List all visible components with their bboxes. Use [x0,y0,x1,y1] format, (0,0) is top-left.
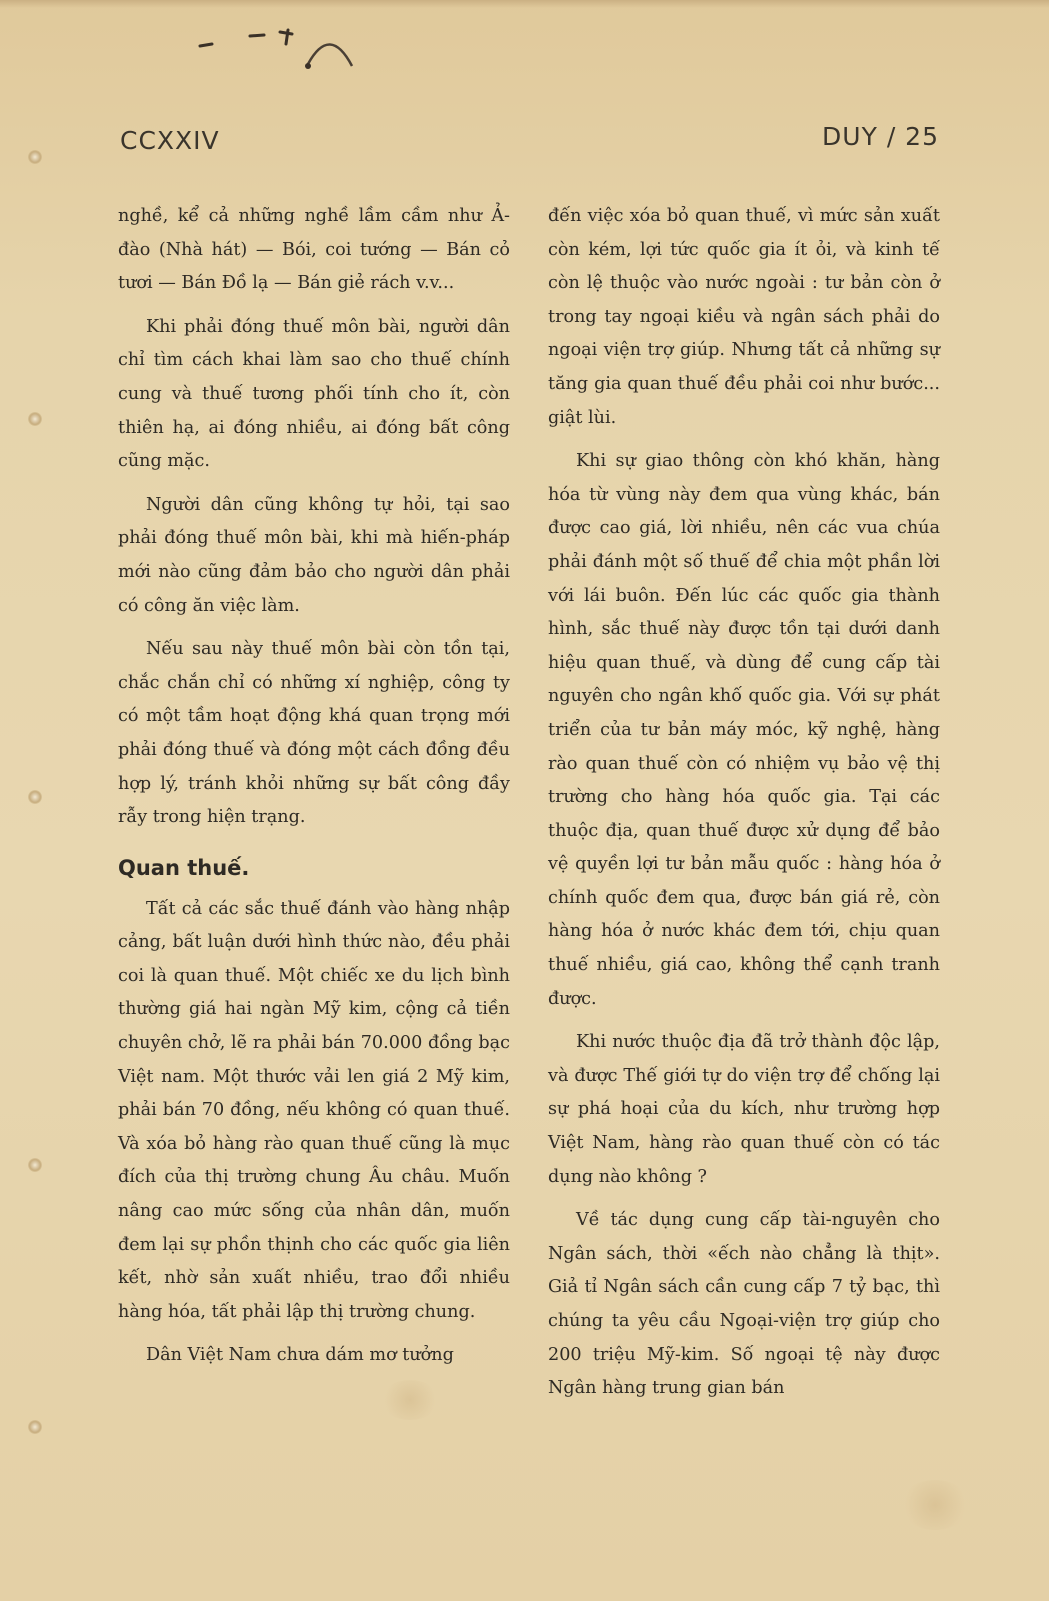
punch-hole [28,790,42,804]
paragraph: Khi phải đóng thuế môn bài, người dân chỉ tìm cách khai làm sao cho thuế chính cung và thuế tương phối tính cho ít, còn thiên hạ, ai đóng nhiều, ai đóng bất công cũng mặc. [118,316,510,472]
section-heading: Quan thuế. [118,855,250,880]
page-top-edge [0,0,1049,8]
ink-marks-decoration [180,22,400,82]
paragraph: đến việc xóa bỏ quan thuế, vì mức sản xuất còn kém, lợi tức quốc gia ít ỏi, và kinh tế còn lệ thuộc vào nước ngoài : tư bản còn ở trong tay ngoại kiều và ngân sách phải do ngoại viện trợ giúp. Nhưng tất cả những sự tăng gia quan thuế đều phải coi như bước... giật lùi. [548,206,940,428]
punch-hole [28,412,42,426]
paragraph: nghề, kể cả những nghề lầm cầm như Ả-đào (Nhà hát) — Bói, coi tướng — Bán cỏ tươi — Bán Đồ lạ — Bán giẻ rách v.v... [118,206,510,294]
paragraph: Dân Việt Nam chưa dám mơ tưởng [146,1345,454,1366]
header-chapter: CCXXIV [120,126,220,155]
punch-hole [28,150,42,164]
header-page-number: DUY / 25 [822,122,939,151]
paragraph: Về tác dụng cung cấp tài-nguyên cho Ngân sách, thời «ếch nào chẳng là thịt». Giả tỉ Ngân sách cần cung cấp 7 tỷ bạc, thì chúng ta yêu cầu Ngoại-viện trợ giúp cho 200 triệu Mỹ-kim. Số ngoại tệ này được Ngân hàng trung gian bán [548,1210,940,1399]
punch-hole [28,1158,42,1172]
paragraph: Khi sự giao thông còn khó khăn, hàng hóa từ vùng này đem qua vùng khác, bán được cao giá, lời nhiều, nên các vua chúa phải đánh một số thuế để chia một phần lời với lái buôn. Đến lúc các quốc gia thành hình, sắc thuế này được tồn tại dưới danh hiệu quan thuế, và dùng để cung cấp tài nguyên cho ngân khố quốc gia. Với sự phát triển của tư bản máy móc, kỹ nghệ, hàng rào quan thuế còn có nhiệm vụ bảo vệ thị trường cho hàng hóa quốc gia. Tại các thuộc địa, quan thuế được xử dụng để bảo vệ quyền lợi tư bản mẫu quốc : hàng hóa ở chính quốc đem qua, được bán giá rẻ, còn hàng hóa ở nước khác đem tới, chịu quan thuế nhiều, giá cao, không thể cạnh tranh được. [548,451,940,1009]
paper-stain [900,1480,970,1530]
right-column [548,200,940,1416]
paragraph: Khi nước thuộc địa đã trở thành độc lập, và được Thế giới tự do viện trợ để chống lại sự phá hoại của du kích, như trường hợp Việt Nam, hàng rào quan thuế còn có tác dụng nào không ? [548,1032,940,1187]
punch-hole [28,1420,42,1434]
paragraph: Nếu sau này thuế môn bài còn tồn tại, chắc chắn chỉ có những xí nghiệp, công ty có một tầm hoạt động khá quan trọng mới phải đóng thuế và đóng một cách đồng đều hợp lý, tránh khỏi những sự bất công đầy rẫy trong hiện trạng. [118,639,510,828]
paper-stain [380,1380,440,1420]
paragraph: Người dân cũng không tự hỏi, tại sao phải đóng thuế môn bài, khi mà hiến-pháp mới nào cũng đảm bảo cho người dân phải có công ăn việc làm. [118,494,510,616]
paragraph: Tất cả các sắc thuế đánh vào hàng nhập cảng, bất luận dưới hình thức nào, đều phải coi là quan thuế. Một chiếc xe du lịch bình thường giá hai ngàn Mỹ kim, cộng cả tiền chuyên chở, lẽ ra phải bán 70.000 đồng bạc Việt nam. Một thước vải len giá 2 Mỹ kim, phải bán 70 đồng, nếu không có quan thuế. Và xóa bỏ hàng rào quan thuế cũng là mục đích của thị trường chung Âu châu. Muốn nâng cao mức sống của nhân dân, muốn đem lại sự phồn thịnh cho các quốc gia liên kết, nhờ sản xuất nhiều, trao đổi nhiều hàng hóa, tất phải lập thị trường chung. [118,898,510,1322]
left-column [118,200,510,1383]
page-header [120,118,939,158]
